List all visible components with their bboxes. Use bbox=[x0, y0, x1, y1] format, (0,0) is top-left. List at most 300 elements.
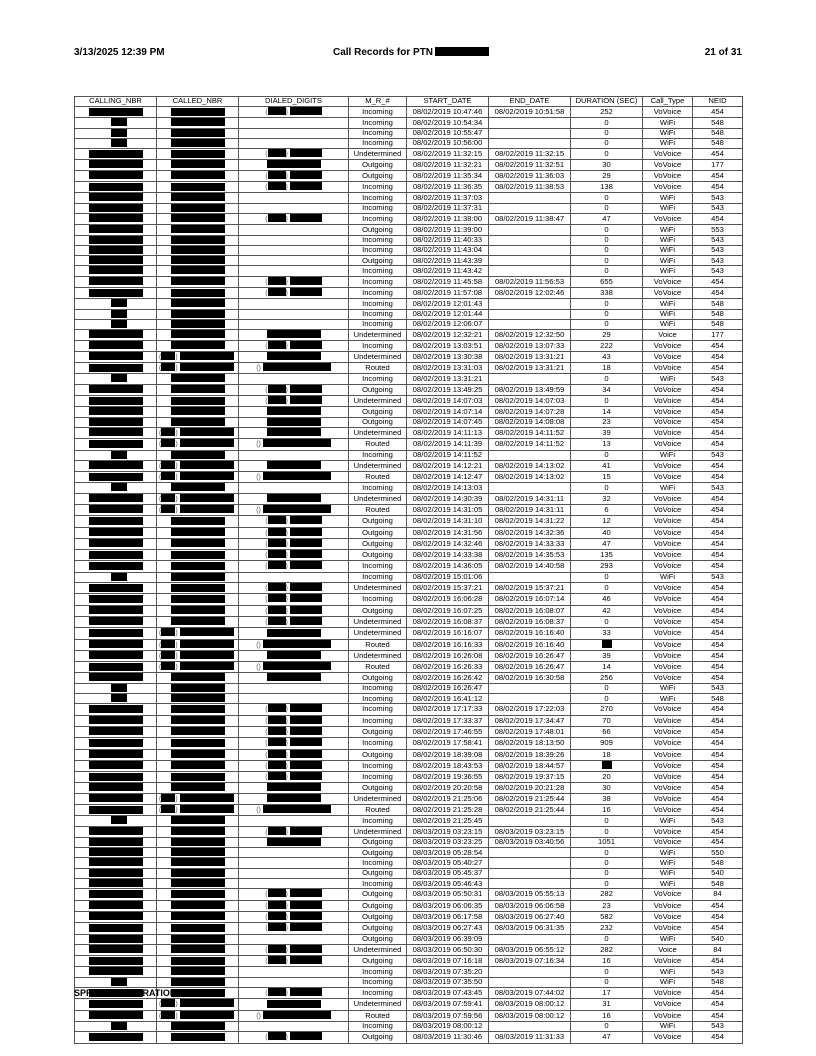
duration-cell: 16 bbox=[571, 805, 643, 816]
redaction-block bbox=[268, 617, 286, 625]
call-type-cell: VoVoice bbox=[643, 107, 693, 118]
calling-number-cell bbox=[75, 118, 157, 128]
called-number-cell bbox=[157, 760, 239, 771]
redaction-block bbox=[89, 673, 143, 681]
calling-number-cell bbox=[75, 715, 157, 726]
paren-glyph: ) bbox=[285, 706, 290, 714]
duration-cell: 0 bbox=[571, 816, 643, 826]
call-type-cell: VoVoice bbox=[643, 628, 693, 639]
start-date-cell: 08/03/2019 06:39:09 bbox=[407, 934, 489, 944]
redaction-block bbox=[290, 561, 322, 569]
calling-number-cell bbox=[75, 550, 157, 561]
start-date-cell: 08/02/2019 10:55:47 bbox=[407, 128, 489, 138]
duration-cell: 23 bbox=[571, 417, 643, 427]
start-date-cell: 08/02/2019 11:38:00 bbox=[407, 213, 489, 224]
dialed-digits-cell bbox=[239, 407, 349, 417]
start-date-cell: 08/02/2019 12:06:07 bbox=[407, 319, 489, 329]
redaction-block bbox=[171, 171, 225, 179]
start-date-cell: 08/02/2019 14:36:05 bbox=[407, 561, 489, 572]
redaction-block bbox=[89, 739, 143, 747]
redaction-block bbox=[171, 183, 225, 191]
start-date-cell: 08/02/2019 17:46:55 bbox=[407, 726, 489, 737]
end-date-cell: 08/02/2019 14:35:53 bbox=[489, 550, 571, 561]
paren-glyph: ( bbox=[265, 740, 268, 748]
neid-cell: 454 bbox=[693, 826, 743, 837]
neid-cell: 543 bbox=[693, 374, 743, 384]
redaction-block bbox=[161, 794, 175, 802]
end-date-cell: 08/02/2019 12:32:50 bbox=[489, 330, 571, 340]
end-date-cell: 08/02/2019 13:31:21 bbox=[489, 363, 571, 374]
end-date-cell bbox=[489, 225, 571, 235]
calling-number-cell bbox=[75, 738, 157, 749]
end-date-cell: 08/03/2019 06:06:58 bbox=[489, 900, 571, 911]
end-date-cell: 08/02/2019 16:08:37 bbox=[489, 616, 571, 627]
duration-cell: 270 bbox=[571, 704, 643, 715]
duration-cell: 0 bbox=[571, 118, 643, 128]
neid-cell: 454 bbox=[693, 516, 743, 527]
paren-glyph: ( bbox=[265, 184, 268, 192]
called-number-cell bbox=[157, 837, 239, 847]
redaction-block bbox=[268, 945, 286, 953]
end-date-cell bbox=[489, 967, 571, 977]
mr-cell: Outgoing bbox=[349, 934, 407, 944]
called-number-cell bbox=[157, 1010, 239, 1021]
mr-cell: Incoming bbox=[349, 107, 407, 118]
start-date-cell: 08/02/2019 15:01:06 bbox=[407, 572, 489, 582]
paren-glyph: ( bbox=[265, 913, 268, 921]
call-type-cell: VoVoice bbox=[643, 760, 693, 771]
end-date-cell: 08/02/2019 16:16:40 bbox=[489, 628, 571, 639]
start-date-cell: 08/02/2019 14:12:21 bbox=[407, 460, 489, 471]
neid-cell: 454 bbox=[693, 900, 743, 911]
mr-cell: Outgoing bbox=[349, 848, 407, 858]
redaction-block bbox=[171, 705, 225, 713]
redaction-block bbox=[268, 761, 286, 769]
redaction-block bbox=[89, 890, 143, 898]
start-date-cell: 08/02/2019 14:31:10 bbox=[407, 516, 489, 527]
paren-glyph: ) bbox=[258, 506, 263, 514]
called-number-cell bbox=[157, 848, 239, 858]
mr-cell: Outgoing bbox=[349, 837, 407, 847]
table-row bbox=[75, 299, 743, 309]
duration-cell: 293 bbox=[571, 561, 643, 572]
redaction-block bbox=[111, 299, 127, 307]
start-date-cell: 08/02/2019 11:43:04 bbox=[407, 245, 489, 255]
duration-cell: 33 bbox=[571, 628, 643, 639]
neid-cell: 548 bbox=[693, 138, 743, 148]
paren-glyph: ) bbox=[285, 151, 290, 159]
start-date-cell: 08/02/2019 14:31:05 bbox=[407, 504, 489, 515]
duration-cell: 0 bbox=[571, 266, 643, 276]
start-date-cell: 08/02/2019 16:07:25 bbox=[407, 605, 489, 616]
paren-glyph: ) bbox=[175, 462, 180, 470]
paren-glyph: ) bbox=[285, 891, 290, 899]
paren-glyph: ( bbox=[159, 506, 162, 514]
end-date-cell bbox=[489, 203, 571, 213]
redaction-block bbox=[161, 461, 175, 469]
start-date-cell: 08/02/2019 14:30:39 bbox=[407, 493, 489, 504]
table-row bbox=[75, 967, 743, 977]
duration-cell: 0 bbox=[571, 235, 643, 245]
neid-cell: 454 bbox=[693, 340, 743, 351]
duration-cell: 0 bbox=[571, 934, 643, 944]
called-number-cell bbox=[157, 203, 239, 213]
duration-cell: 1051 bbox=[571, 837, 643, 847]
mr-cell: Incoming bbox=[349, 594, 407, 605]
call-type-cell: VoVoice bbox=[643, 793, 693, 804]
call-type-cell: WiFi bbox=[643, 858, 693, 868]
dialed-digits-cell bbox=[239, 662, 349, 673]
duration-cell: 47 bbox=[571, 1032, 643, 1043]
redaction-block bbox=[89, 171, 143, 179]
neid-cell: 454 bbox=[693, 351, 743, 362]
redaction-block bbox=[89, 473, 143, 481]
call-type-cell: VoVoice bbox=[643, 407, 693, 417]
redaction-block bbox=[171, 617, 225, 625]
redaction-block bbox=[171, 108, 225, 116]
end-date-cell: 08/02/2019 10:51:58 bbox=[489, 107, 571, 118]
duration-cell: 6 bbox=[571, 504, 643, 515]
paren-glyph: ) bbox=[285, 958, 290, 966]
table-row bbox=[75, 460, 743, 471]
paren-glyph: ( bbox=[159, 495, 162, 503]
mr-cell: Incoming bbox=[349, 572, 407, 582]
call-type-cell: VoVoice bbox=[643, 182, 693, 193]
duration-cell: 20 bbox=[571, 772, 643, 783]
end-date-cell: 08/03/2019 06:31:35 bbox=[489, 923, 571, 934]
end-date-cell bbox=[489, 319, 571, 329]
duration-cell: 31 bbox=[571, 999, 643, 1010]
dialed-digits-cell bbox=[239, 848, 349, 858]
redaction-block bbox=[89, 595, 143, 603]
redaction-block bbox=[89, 727, 143, 735]
redaction-block bbox=[290, 716, 322, 724]
paren-glyph: ) bbox=[175, 353, 180, 361]
redaction-block bbox=[290, 149, 322, 157]
mr-cell: Undetermined bbox=[349, 330, 407, 340]
start-date-cell: 08/02/2019 11:35:34 bbox=[407, 170, 489, 181]
neid-cell: 454 bbox=[693, 288, 743, 299]
called-number-cell bbox=[157, 772, 239, 783]
redaction-block bbox=[89, 1000, 143, 1008]
duration-cell: 256 bbox=[571, 673, 643, 683]
redaction-block bbox=[268, 988, 286, 996]
call-type-cell: VoVoice bbox=[643, 605, 693, 616]
calling-number-cell bbox=[75, 538, 157, 549]
dialed-digits-cell bbox=[239, 889, 349, 900]
mr-cell: Incoming bbox=[349, 1021, 407, 1031]
duration-cell: 582 bbox=[571, 911, 643, 922]
redaction-block bbox=[171, 727, 225, 735]
redaction-block bbox=[180, 805, 234, 813]
call-type-cell: VoVoice bbox=[643, 704, 693, 715]
end-date-cell bbox=[489, 128, 571, 138]
dialed-digits-cell bbox=[239, 439, 349, 450]
table-row bbox=[75, 439, 743, 450]
dialed-digits-cell bbox=[239, 374, 349, 384]
calling-number-cell bbox=[75, 160, 157, 170]
paren-glyph: ) bbox=[285, 585, 290, 593]
table-row bbox=[75, 149, 743, 160]
mr-cell: Undetermined bbox=[349, 493, 407, 504]
redaction-block bbox=[171, 783, 225, 791]
mr-cell: Incoming bbox=[349, 309, 407, 319]
called-number-cell bbox=[157, 639, 239, 650]
mr-cell: Incoming bbox=[349, 266, 407, 276]
redaction-block bbox=[435, 47, 489, 56]
redaction-block bbox=[171, 890, 225, 898]
redaction-block bbox=[171, 924, 225, 932]
end-date-cell bbox=[489, 118, 571, 128]
table-row bbox=[75, 516, 743, 527]
called-number-cell bbox=[157, 245, 239, 255]
end-date-cell: 08/02/2019 15:37:21 bbox=[489, 583, 571, 594]
dialed-digits-cell bbox=[239, 837, 349, 847]
paren-glyph: ( bbox=[256, 641, 259, 649]
start-date-cell: 08/02/2019 11:36:35 bbox=[407, 182, 489, 193]
redaction-block bbox=[171, 694, 225, 702]
dialed-digits-cell bbox=[239, 256, 349, 266]
redaction-block bbox=[290, 550, 322, 558]
report-title bbox=[333, 47, 489, 58]
redaction-block bbox=[89, 716, 143, 724]
neid-cell: 540 bbox=[693, 934, 743, 944]
table-row bbox=[75, 138, 743, 148]
neid-cell: 548 bbox=[693, 118, 743, 128]
neid-cell: 454 bbox=[693, 1032, 743, 1043]
paren-glyph: ( bbox=[159, 641, 162, 649]
table-row bbox=[75, 407, 743, 417]
calling-number-cell bbox=[75, 662, 157, 673]
called-number-cell bbox=[157, 351, 239, 362]
mr-cell: Incoming bbox=[349, 203, 407, 213]
paren-glyph: ) bbox=[285, 728, 290, 736]
redaction-block bbox=[268, 149, 286, 157]
paren-glyph: ) bbox=[285, 596, 290, 604]
mr-cell: Outgoing bbox=[349, 605, 407, 616]
paren-glyph: ) bbox=[285, 215, 290, 223]
redaction-block bbox=[171, 573, 225, 581]
dialed-digits-cell bbox=[239, 330, 349, 340]
start-date-cell: 08/03/2019 06:06:35 bbox=[407, 900, 489, 911]
dialed-digits-cell bbox=[239, 417, 349, 427]
table-row bbox=[75, 493, 743, 504]
calling-number-cell bbox=[75, 837, 157, 847]
redaction-block bbox=[89, 584, 143, 592]
called-number-cell bbox=[157, 816, 239, 826]
called-number-cell bbox=[157, 170, 239, 181]
called-number-cell bbox=[157, 1032, 239, 1043]
redaction-block bbox=[89, 539, 143, 547]
dialed-digits-cell bbox=[239, 934, 349, 944]
mr-cell: Incoming bbox=[349, 816, 407, 826]
paren-glyph: ( bbox=[256, 664, 259, 672]
end-date-cell bbox=[489, 245, 571, 255]
called-number-cell bbox=[157, 309, 239, 319]
redaction-block bbox=[111, 451, 127, 459]
dialed-digits-cell bbox=[239, 694, 349, 704]
start-date-cell: 08/03/2019 07:59:56 bbox=[407, 1010, 489, 1021]
table-row bbox=[75, 118, 743, 128]
dialed-digits-cell bbox=[239, 384, 349, 395]
mr-cell: Outgoing bbox=[349, 417, 407, 427]
redaction-block bbox=[89, 924, 143, 932]
table-row bbox=[75, 749, 743, 760]
dialed-digits-cell bbox=[239, 235, 349, 245]
neid-cell: 543 bbox=[693, 572, 743, 582]
redaction-block bbox=[602, 640, 612, 648]
duration-cell: 0 bbox=[571, 977, 643, 987]
table-row bbox=[75, 417, 743, 427]
neid-cell: 548 bbox=[693, 879, 743, 889]
redaction-block bbox=[290, 923, 322, 931]
call-type-cell: VoVoice bbox=[643, 363, 693, 374]
neid-cell: 454 bbox=[693, 276, 743, 287]
paren-glyph: ) bbox=[285, 774, 290, 782]
redaction-block bbox=[89, 869, 143, 877]
column-header: CALLED_NBR bbox=[157, 97, 239, 107]
mr-cell: Routed bbox=[349, 639, 407, 650]
redaction-block bbox=[89, 651, 143, 659]
redaction-block bbox=[180, 628, 234, 636]
table-row bbox=[75, 760, 743, 771]
redaction-block bbox=[171, 967, 225, 975]
table-row bbox=[75, 170, 743, 181]
calling-number-cell bbox=[75, 977, 157, 987]
call-type-cell: VoVoice bbox=[643, 889, 693, 900]
calling-number-cell bbox=[75, 374, 157, 384]
redaction-block bbox=[180, 494, 234, 502]
duration-cell: 0 bbox=[571, 128, 643, 138]
table-row bbox=[75, 772, 743, 783]
call-type-cell: VoVoice bbox=[643, 276, 693, 287]
end-date-cell bbox=[489, 193, 571, 203]
table-row bbox=[75, 605, 743, 616]
end-date-cell bbox=[489, 1021, 571, 1031]
neid-cell: 454 bbox=[693, 583, 743, 594]
table-row bbox=[75, 363, 743, 374]
neid-cell: 543 bbox=[693, 266, 743, 276]
table-row bbox=[75, 374, 743, 384]
neid-cell: 543 bbox=[693, 203, 743, 213]
dialed-digits-cell bbox=[239, 639, 349, 650]
mr-cell: Incoming bbox=[349, 858, 407, 868]
paren-glyph: ) bbox=[285, 184, 290, 192]
mr-cell: Routed bbox=[349, 472, 407, 483]
start-date-cell: 08/03/2019 07:43:45 bbox=[407, 988, 489, 999]
called-number-cell bbox=[157, 616, 239, 627]
column-header: END_DATE bbox=[489, 97, 571, 107]
redaction-block bbox=[171, 901, 225, 909]
redaction-block bbox=[290, 288, 322, 296]
call-type-cell: VoVoice bbox=[643, 170, 693, 181]
call-type-cell: WiFi bbox=[643, 374, 693, 384]
duration-cell: 0 bbox=[571, 848, 643, 858]
redaction-block bbox=[89, 407, 143, 415]
call-type-cell: VoVoice bbox=[643, 527, 693, 538]
call-type-cell: WiFi bbox=[643, 203, 693, 213]
redaction-block bbox=[171, 562, 225, 570]
end-date-cell: 08/03/2019 08:00:12 bbox=[489, 999, 571, 1010]
start-date-cell: 08/02/2019 11:32:21 bbox=[407, 160, 489, 170]
redaction-block bbox=[111, 118, 127, 126]
duration-cell: 655 bbox=[571, 276, 643, 287]
table-row bbox=[75, 182, 743, 193]
redaction-block bbox=[171, 118, 225, 126]
redaction-block bbox=[290, 912, 322, 920]
call-type-cell: VoVoice bbox=[643, 396, 693, 407]
neid-cell: 454 bbox=[693, 493, 743, 504]
call-type-cell: VoVoice bbox=[643, 783, 693, 793]
dialed-digits-cell bbox=[239, 704, 349, 715]
redaction-block bbox=[290, 738, 322, 746]
paren-glyph: ( bbox=[159, 664, 162, 672]
redaction-block bbox=[267, 160, 321, 168]
mr-cell: Undetermined bbox=[349, 793, 407, 804]
called-number-cell bbox=[157, 561, 239, 572]
mr-cell: Outgoing bbox=[349, 516, 407, 527]
paren-glyph: ) bbox=[258, 474, 263, 482]
table-row bbox=[75, 848, 743, 858]
redaction-block bbox=[89, 705, 143, 713]
calling-number-cell bbox=[75, 213, 157, 224]
redaction-block bbox=[180, 651, 234, 659]
redaction-block bbox=[89, 617, 143, 625]
redaction-block bbox=[171, 320, 225, 328]
paren-glyph: ) bbox=[285, 398, 290, 406]
called-number-cell bbox=[157, 128, 239, 138]
calling-number-cell bbox=[75, 504, 157, 515]
end-date-cell: 08/03/2019 06:27:40 bbox=[489, 911, 571, 922]
dialed-digits-cell bbox=[239, 605, 349, 616]
redaction-block bbox=[268, 750, 286, 758]
paren-glyph: ) bbox=[285, 529, 290, 537]
dialed-digits-cell bbox=[239, 826, 349, 837]
redaction-block bbox=[268, 583, 286, 591]
called-number-cell bbox=[157, 683, 239, 693]
paren-glyph: ( bbox=[265, 585, 268, 593]
duration-cell bbox=[571, 760, 643, 771]
end-date-cell: 08/02/2019 11:32:15 bbox=[489, 149, 571, 160]
redaction-block bbox=[268, 385, 286, 393]
called-number-cell bbox=[157, 868, 239, 878]
calling-number-cell bbox=[75, 427, 157, 438]
table-row bbox=[75, 889, 743, 900]
start-date-cell: 08/02/2019 11:39:00 bbox=[407, 225, 489, 235]
table-row bbox=[75, 340, 743, 351]
neid-cell: 454 bbox=[693, 384, 743, 395]
dialed-digits-cell bbox=[239, 900, 349, 911]
mr-cell: Outgoing bbox=[349, 749, 407, 760]
duration-cell: 282 bbox=[571, 944, 643, 955]
redaction-block bbox=[161, 428, 175, 436]
paren-glyph: ) bbox=[175, 441, 180, 449]
redaction-block bbox=[267, 428, 321, 436]
paren-glyph: ( bbox=[159, 1012, 162, 1020]
redaction-block bbox=[111, 816, 127, 824]
redaction-block bbox=[171, 256, 225, 264]
column-header: NEID bbox=[693, 97, 743, 107]
table-row bbox=[75, 213, 743, 224]
calling-number-cell bbox=[75, 417, 157, 427]
calling-number-cell bbox=[75, 193, 157, 203]
called-number-cell bbox=[157, 516, 239, 527]
duration-cell: 14 bbox=[571, 662, 643, 673]
start-date-cell: 08/02/2019 11:43:39 bbox=[407, 256, 489, 266]
table-row bbox=[75, 944, 743, 955]
call-type-cell: VoVoice bbox=[643, 538, 693, 549]
dialed-digits-cell bbox=[239, 427, 349, 438]
